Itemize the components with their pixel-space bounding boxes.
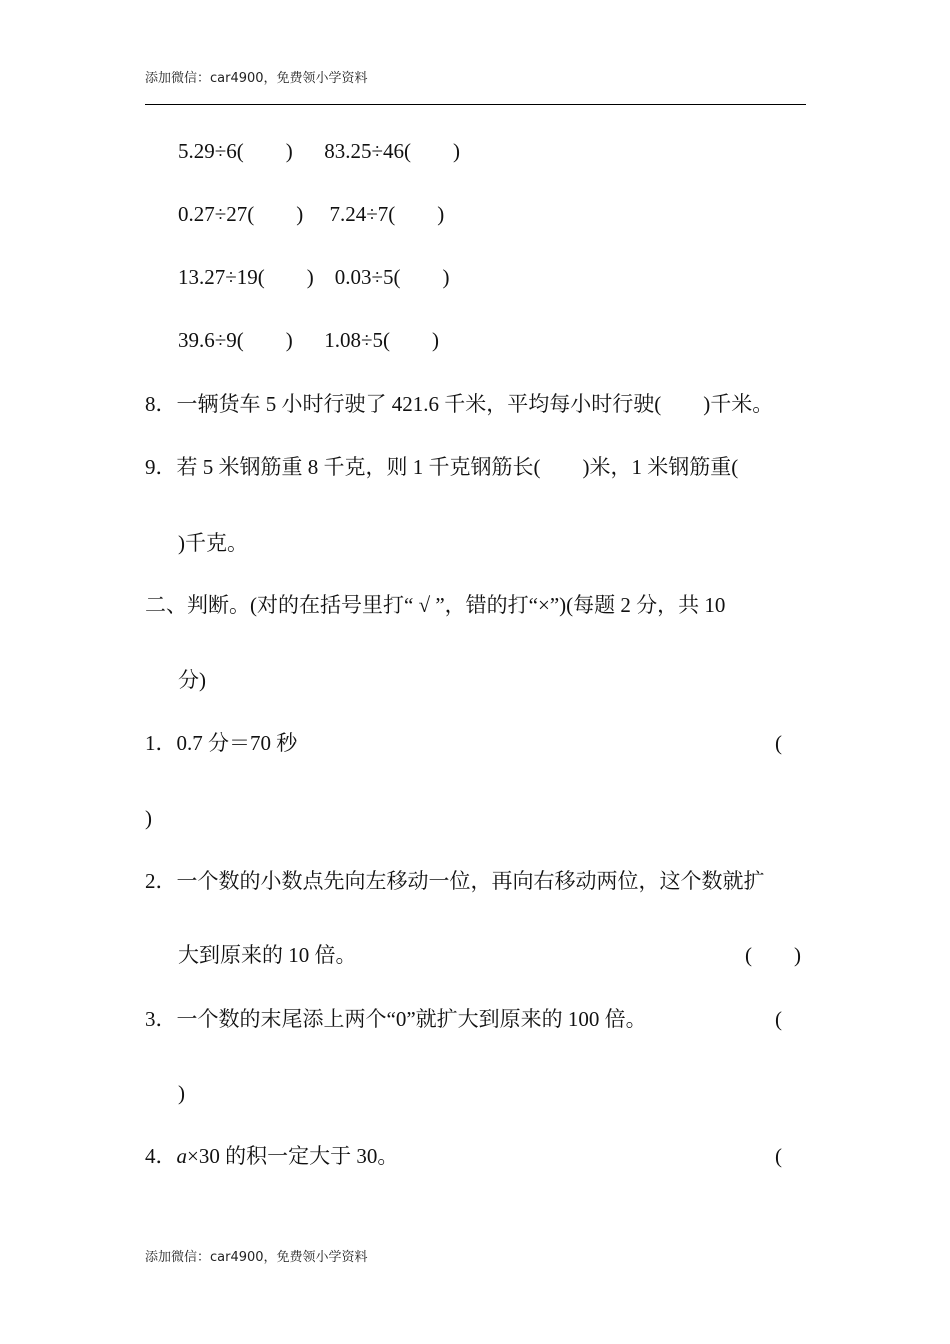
section-2-heading: 二、判断。(对的在括号里打“ √ ”，错的打“×”)(每题 2 分，共 10	[145, 593, 726, 617]
judge-item-1: 1．0.7 分＝70 秒	[145, 731, 298, 755]
judge-item-3: 3．一个数的末尾添上两个“0”就扩大到原来的 100 倍。	[145, 1007, 647, 1031]
judge-item-1-paren-close: )	[145, 806, 152, 830]
judge-item-4-text: ×30 的积一定大于 30。	[187, 1144, 399, 1168]
header-note: 添加微信：car4900，免费领小学资料	[145, 71, 368, 86]
judge-item-4-number: 4．	[145, 1144, 177, 1168]
judge-item-2-answer-paren: ( )	[745, 943, 801, 967]
judge-item-4	[145, 1142, 398, 1170]
judge-item-4-paren-open: (	[775, 1144, 782, 1168]
question-9-line-2: )千克。	[178, 531, 248, 555]
header-rule	[145, 104, 806, 105]
division-row-4: 39.6÷9( ) 1.08÷5( )	[178, 328, 440, 352]
question-8: 8．一辆货车 5 小时行驶了 421.6 千米，平均每小时行驶( )千米。	[145, 392, 774, 416]
judge-item-1-paren-open: (	[775, 731, 782, 755]
division-row-1: 5.29÷6( ) 83.25÷46( )	[178, 139, 461, 163]
judge-item-3-paren-open: (	[775, 1007, 782, 1031]
footer-note: 添加微信：car4900，免费领小学资料	[145, 1250, 368, 1265]
judge-item-2-line-1: 2．一个数的小数点先向左移动一位，再向右移动两位，这个数就扩	[145, 869, 765, 893]
division-row-3: 13.27÷19( ) 0.03÷5( )	[178, 265, 450, 289]
division-row-2: 0.27÷27( ) 7.24÷7( )	[178, 202, 445, 226]
section-2-heading-cont: 分)	[178, 668, 206, 692]
judge-item-2-line-2: 大到原来的 10 倍。	[178, 943, 357, 967]
question-9-line-1: 9．若 5 米钢筋重 8 千克，则 1 千克钢筋长( )米，1 米钢筋重(	[145, 455, 739, 479]
judge-item-3-paren-close: )	[178, 1081, 185, 1105]
judge-item-4-variable: a	[176, 1144, 187, 1168]
